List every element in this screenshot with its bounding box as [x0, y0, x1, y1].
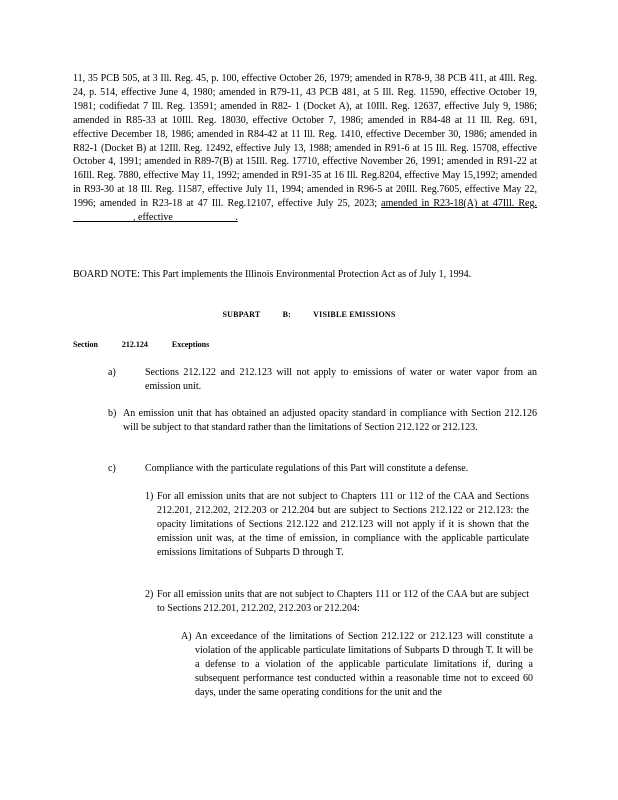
item-c2-label: 2) [145, 589, 154, 600]
subpart-heading [0, 310, 618, 319]
item-c2-text: For all emission units that are not subject to Chapters 111 or 112 of the CAA but are subject to Sections 212.201, 212.202, 212.203 or 212.204: [157, 589, 529, 614]
subpart-label: SUBPART [222, 310, 261, 319]
subpart-letter: B: [282, 310, 291, 319]
item-c2a-label: A) [181, 631, 192, 642]
section-heading [73, 340, 231, 349]
section-label: Section [73, 340, 98, 349]
item-c1-label: 1) [145, 491, 154, 502]
item-c-text: Compliance with the particulate regulations of this Part will constitute a defense. [145, 463, 469, 474]
pending-amendment-text: amended in R23-18(A) at 47Ill. Reg. ____________, effective ____________. [73, 198, 537, 224]
item-c-label: c) [108, 463, 116, 474]
item-a-text: Sections 212.122 and 212.123 will not apply to emissions of water or water vapor from an emission unit. [145, 367, 537, 392]
source-history-paragraph [73, 72, 537, 225]
item-c1-text: For all emission units that are not subject to Chapters 111 or 112 of the CAA and Sections 212.201, 212.202, 212.203 or 212.204 but are subject to Sections 212.122 or 212.123: the opacity limitations of Sections 212.122 and 212.123 will not apply if it is shown that the emission unit was, at the time of emission, in compliance with the applicable particulate emissions limitations of Subparts D through T. [157, 491, 529, 558]
item-b-label: b) [108, 408, 117, 419]
section-title: Exceptions [171, 340, 210, 349]
board-note: BOARD NOTE: This Part implements the Illinois Environmental Protection Act as of July 1, 1994. [73, 269, 472, 280]
subpart-title: VISIBLE EMISSIONS [313, 310, 396, 319]
item-a-label: a) [108, 367, 116, 378]
section-number: 212.124 [121, 340, 148, 349]
item-b-text: An emission unit that has obtained an adjusted opacity standard in compliance with Section 212.126 will be subject to that standard rather than the limitations of Section 212.122 or 212.123. [123, 408, 537, 433]
source-history-text: 11, 35 PCB 505, at 3 Ill. Reg. 45, p. 100, effective October 26, 1979; amended in R78-9, 38 PCB 411, at 4Ill. Reg. 24, p. 514, effective June 4, 1980; amended in R79-11, 43 PCB 481, at 5 Ill. Reg. 11590, effective October 19, 1981; codifiedat 7 Ill. Reg. 13591; amended in R82- 1 (Docket A), at 10Ill. Reg. 12637, effective July 9, 1986; amended in R85-33 at 10Ill. Reg. 18030, effective October 7, 1986; amended in R84-48 at 11 Ill. Reg. 691, effective December 18, 1986; amended in R84-42 at 11 Ill. Reg. 1410, effective December 30, 1986; amended in R82-1 (Docket B) at 12Ill. Reg. 12492, effective July 13, 1988; amended in R91-6 at 15 Ill. Reg. 15708, effective October 4, 1991; amended in R89-7(B) at 15Ill. Reg. 17710, effective November 26, 1991; amended in R91-22 at 16Ill. Reg. 7880, effective May 11, 1992; amended in R91-35 at 16 Ill. Reg.8204, effective May 15,1992; amended in R93-30 at 18 Ill. Reg. 11587, effective July 11, 1994; amended in R96-5 at 20Ill. Reg.7605, effective May 22, 1996; amended in R23-18 at 47 Ill. Reg.12107, effective July 25, 2023; [73, 73, 537, 210]
item-c2a-text: An exceedance of the limitations of Section 212.122 or 212.123 will constitute a violation of the applicable particulate limitations of Subparts D through T. It will be a defense to a violation of the applicable particulate limitations if, during a subsequent performance test conducted within a reasonable time not to exceed 60 days, under the same operating conditions for the unit and the [195, 631, 533, 698]
